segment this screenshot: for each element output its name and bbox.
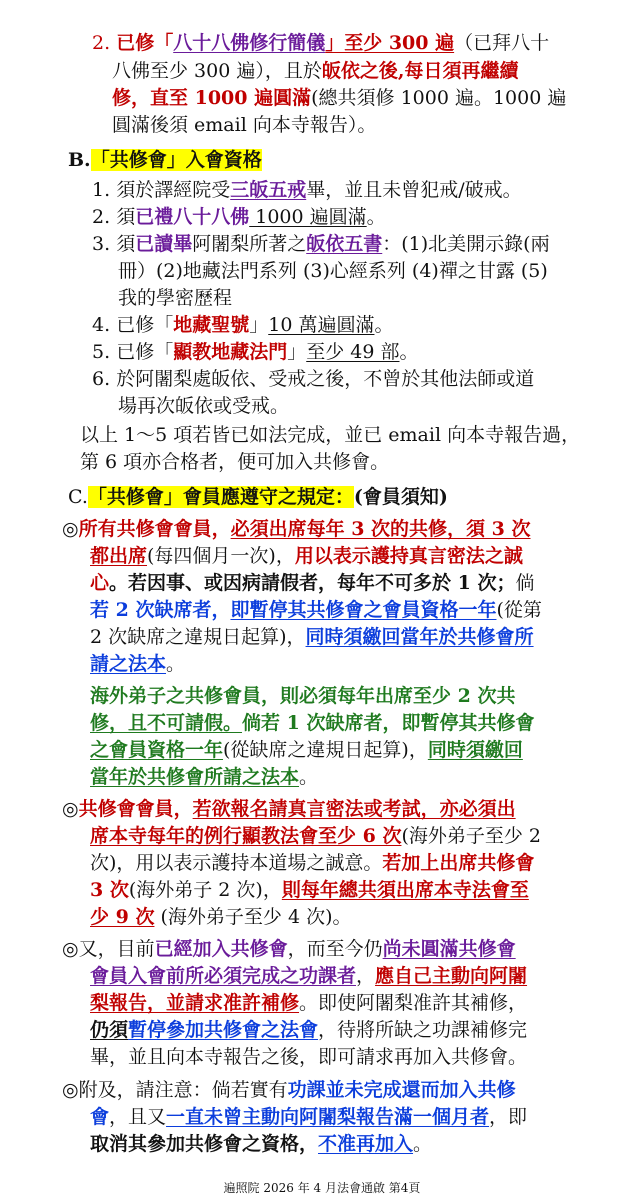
section-c-title: 「共修會」會員應遵守之規定： bbox=[87, 486, 354, 508]
c-rule4-note: 附及，請注意：倘若實有 bbox=[78, 1079, 288, 1101]
b-item-6-number: 6. bbox=[92, 368, 111, 390]
b-item-1-text: 須於譯經院受 bbox=[116, 179, 231, 201]
c-rule1-attend2: 都出席 bbox=[90, 545, 148, 567]
c-rule1-line3 bbox=[90, 570, 534, 596]
c-overseas-date: (從缺席之違規日起算)， bbox=[223, 739, 428, 761]
c-rule3-line1 bbox=[62, 936, 516, 962]
b-item-4 bbox=[92, 312, 393, 338]
b-item-3-line2 bbox=[118, 258, 548, 284]
c-rule4-line1 bbox=[62, 1077, 516, 1103]
a-item2-note: （已拜八十 bbox=[454, 32, 550, 54]
c-rule2-line3 bbox=[90, 850, 534, 876]
c-rule2-line5 bbox=[90, 904, 352, 930]
b-item-3-line3 bbox=[118, 285, 232, 311]
c-rule1-line6 bbox=[90, 651, 185, 677]
b-item-4-count: 10 萬遍圓滿 bbox=[268, 314, 375, 336]
a-item2-total: (總共須修 1000 遍。1000 遍 bbox=[311, 87, 567, 109]
c-rule2-line1 bbox=[62, 796, 516, 822]
c-rule2-line4 bbox=[90, 877, 529, 903]
section-b-heading bbox=[68, 147, 262, 173]
c-rule2-overseas3: (海外弟子至少 4 次) bbox=[154, 906, 333, 928]
bullet-icon: ◎ bbox=[62, 938, 79, 960]
c-overseas-return: 同時須繳回 bbox=[427, 739, 523, 761]
b-item-5 bbox=[92, 339, 419, 365]
bullet-icon: ◎ bbox=[62, 798, 79, 820]
c-rule1-return: 同時須繳回當年於共修會所 bbox=[305, 626, 534, 648]
c-rule4-cancel: 取消其參加共修會之資格， bbox=[90, 1133, 319, 1155]
b-item-3-books: 皈依五書 bbox=[306, 233, 383, 255]
a-item2-line2 bbox=[112, 58, 518, 84]
c-overseas-suspend: 之會員資格一年 bbox=[90, 739, 224, 761]
b-item-1-number: 1. bbox=[92, 179, 111, 201]
c-rule2-plus: 若加上出席共修會 bbox=[382, 852, 535, 874]
b-note-1: 以上 1～5 項若皆已如法完成，並已 email 向本寺報告過， bbox=[80, 424, 581, 446]
b-item-4-end: 。 bbox=[374, 314, 394, 336]
b-item-3-list: ：(1)北美開示錄(兩 bbox=[382, 233, 550, 255]
b-item-6 bbox=[92, 366, 534, 392]
b-note-line1 bbox=[80, 422, 580, 448]
c-rule2-overseas2: (海外弟子 2 次)， bbox=[128, 879, 282, 901]
c-rule4-end: 。 bbox=[413, 1133, 433, 1155]
section-b-letter: B. bbox=[68, 149, 91, 171]
c-rule2-members: 共修會會員， bbox=[78, 798, 193, 820]
b-item-1-tail: 畢，並且未曾犯戒/破戒。 bbox=[306, 179, 522, 201]
c-rule2-nine: 少 9 次 bbox=[90, 906, 155, 928]
a-item2-count: 」至少 300 遍 bbox=[325, 32, 455, 54]
c-rule3-still: ，而至今仍 bbox=[287, 938, 383, 960]
section-c-heading bbox=[68, 484, 448, 510]
b-item-6-text: 於阿闍梨處皈依、受戒之後，不曾於其他法師或道 bbox=[116, 368, 535, 390]
b-item-2 bbox=[92, 204, 386, 230]
a-item2-number: 2. bbox=[92, 32, 111, 54]
c-rule1-from: (從第 bbox=[496, 599, 542, 621]
c-rule3-line4 bbox=[90, 1017, 527, 1043]
c-rule2-line2 bbox=[90, 823, 541, 849]
c-rule4-then: ，即 bbox=[489, 1106, 528, 1128]
b-item-5-count: 至少 49 部 bbox=[306, 341, 400, 363]
c-rule3-report: 應自己主動向阿闍 bbox=[375, 965, 528, 987]
section-c-letter: C. bbox=[68, 486, 88, 508]
c-rule1-heart: 心 bbox=[90, 572, 110, 594]
c-rule3-line3 bbox=[90, 990, 527, 1016]
c-rule4-no-rejoin: 不准再加入 bbox=[318, 1133, 414, 1155]
c-rule3-even: 。即使阿闍梨准許其補修， bbox=[299, 992, 528, 1014]
a-item2-until-1000: 修，直至 1000 遍圓滿 bbox=[112, 87, 312, 109]
c-rule4-assoc: 會 bbox=[90, 1106, 110, 1128]
b-item-2-prostration: 已禮八十八佛 bbox=[135, 206, 250, 228]
c-rule2-end: 。 bbox=[332, 906, 352, 928]
a-item2-text: 已修「 bbox=[116, 32, 174, 54]
c-rule3-until: ，待將所缺之功課補修完 bbox=[318, 1019, 528, 1041]
c-rule2-total: 則每年總共須出席本寺法會至 bbox=[281, 879, 529, 901]
b-item-2-number: 2. bbox=[92, 206, 111, 228]
c-rule4-not-done: 功課並未完成還而加入共修 bbox=[287, 1079, 516, 1101]
b-item-3-read: 已讀畢 bbox=[135, 233, 193, 255]
b-item-2-count: 1000 遍圓滿 bbox=[249, 206, 367, 228]
c-rule3-must: 仍須 bbox=[90, 1019, 129, 1041]
c-rule4-line3 bbox=[90, 1131, 432, 1157]
b-item-5-name: 顯教地藏法門 bbox=[173, 341, 288, 363]
c-rule1-end: 。 bbox=[166, 653, 186, 675]
c-rule4-no-report: 一直未曾主動向阿闍梨報告滿一個月者 bbox=[166, 1106, 490, 1128]
b-item-2-end: 。 bbox=[366, 206, 386, 228]
b-item-1 bbox=[92, 177, 522, 203]
b-note-2: 第 6 項亦合格者，便可加入共修會。 bbox=[80, 451, 390, 473]
c-overseas-line1 bbox=[90, 683, 515, 709]
a-item2-line3 bbox=[112, 85, 566, 111]
c-rule3-suspend: 暫停參加共修會之法會 bbox=[128, 1019, 319, 1041]
b-item-3-list3: 我的學密歷程 bbox=[118, 287, 233, 309]
b-item-4-name: 地藏聖號 bbox=[173, 314, 250, 336]
c-rule1-leave: 。若因事、或因病請假者，每年不可多於 1 次； bbox=[109, 572, 516, 594]
c-overseas-end: 。 bbox=[299, 766, 319, 788]
b-item-3-author: 阿闍梨所著之 bbox=[192, 233, 307, 255]
a-item2-practice-name: 八十八佛修行簡儀 bbox=[173, 32, 326, 54]
c-rule1-books: 請之法本 bbox=[90, 653, 167, 675]
c-rule3-joined: 已經加入共修會 bbox=[154, 938, 288, 960]
b-item-3-text: 須 bbox=[116, 233, 136, 255]
b-item-4-number: 4. bbox=[92, 314, 111, 336]
c-rule1-line1 bbox=[62, 516, 531, 542]
c-rule2-sincerity: 次)，用以表示護持本道場之誠意。 bbox=[90, 852, 383, 874]
c-rule1-date: 2 次缺席之違規日起算)， bbox=[90, 626, 306, 648]
c-rule3-comma: ， bbox=[356, 965, 376, 987]
c-overseas-no-leave: 修，且不可請假。 bbox=[90, 712, 243, 734]
c-rule1-line4 bbox=[90, 597, 542, 623]
c-rule1-line5 bbox=[90, 624, 534, 650]
c-rule1-suspend: 即暫停其共修會之會員資格一年 bbox=[230, 599, 497, 621]
c-rule1-if: 倘 bbox=[515, 572, 535, 594]
bullet-icon: ◎ bbox=[62, 1079, 79, 1101]
c-rule3-line2 bbox=[90, 963, 527, 989]
b-item-5-end: 。 bbox=[399, 341, 419, 363]
c-rule3-line5 bbox=[90, 1044, 527, 1070]
c-rule1-all-members: 所有共修會會員， bbox=[78, 518, 231, 540]
c-rule2-attend: 席本寺每年的例行顯教法會至少 6 次 bbox=[90, 825, 402, 847]
a-item2-after-refuge: 皈依之後,每日須再繼續 bbox=[321, 60, 519, 82]
c-rule1-frequency: (每四個月一次)， bbox=[147, 545, 295, 567]
c-overseas-text1: 海外弟子之共修會員，則必須每年出席至少 2 次共 bbox=[90, 685, 516, 707]
bullet-icon: ◎ bbox=[62, 518, 79, 540]
c-rule1-absent: 若 2 次缺席者， bbox=[90, 599, 231, 621]
b-item-3 bbox=[92, 231, 550, 257]
c-rule1-line2 bbox=[90, 543, 523, 569]
b-item-2-text: 須 bbox=[116, 206, 136, 228]
b-item-5-close: 」 bbox=[287, 341, 307, 363]
c-rule3-request: 梨報告，並請求准許補修 bbox=[90, 992, 300, 1014]
c-overseas-absent: 倘若 1 次缺席者，即暫停其共修會 bbox=[242, 712, 535, 734]
b-item-3-list2: 冊）(2)地藏法門系列 (3)心經系列 (4)禪之甘露 (5) bbox=[118, 260, 548, 282]
c-rule2-overseas: (海外弟子至少 2 bbox=[401, 825, 541, 847]
c-overseas-line3 bbox=[90, 737, 523, 763]
section-c-suffix: (會員須知) bbox=[353, 486, 448, 508]
b-item-4-text: 已修「 bbox=[116, 314, 174, 336]
a-item2-line4 bbox=[112, 112, 376, 138]
section-b-title: 「共修會」入會資格 bbox=[90, 149, 262, 171]
c-overseas-books: 當年於共修會所請之法本 bbox=[90, 766, 300, 788]
c-rule1-sincerity: 用以表示護持真言密法之誠 bbox=[294, 545, 523, 567]
b-note-line2 bbox=[80, 449, 389, 475]
c-rule3-homework: 會員入會前所必須完成之功課者 bbox=[90, 965, 357, 987]
c-rule1-attend: 必須出席每年 3 次的共修，須 3 次 bbox=[230, 518, 531, 540]
a-item2-report: 圓滿後須 email 向本寺報告）。 bbox=[112, 114, 377, 136]
a-item2-text2: 八佛至少 300 遍），且於 bbox=[112, 60, 322, 82]
c-rule3-rejoin: 畢，並且向本寺報告之後，即可請求再加入共修會。 bbox=[90, 1046, 528, 1068]
b-item-6-text2: 場再次皈依或受戒。 bbox=[118, 395, 290, 417]
b-item-1-precepts: 三皈五戒 bbox=[230, 179, 307, 201]
c-overseas-line2 bbox=[90, 710, 534, 736]
c-overseas-line4 bbox=[90, 764, 318, 790]
b-item-5-number: 5. bbox=[92, 341, 111, 363]
page-footer: 遍照院 2026 年 4 月法會通啟 第4頁 bbox=[223, 1181, 421, 1195]
b-item-6-line2 bbox=[118, 393, 289, 419]
c-rule3-incomplete: 尚未圓滿共修會 bbox=[382, 938, 516, 960]
c-rule2-apply: 若欲報名請真言密法或考試，亦必須出 bbox=[192, 798, 516, 820]
c-rule2-three: 3 次 bbox=[90, 879, 129, 901]
c-rule3-also: 又，目前 bbox=[78, 938, 155, 960]
b-item-5-text: 已修「 bbox=[116, 341, 174, 363]
b-item-3-number: 3. bbox=[92, 233, 111, 255]
a-item2-line1 bbox=[92, 30, 549, 56]
c-rule4-line2 bbox=[90, 1104, 527, 1130]
b-item-4-close: 」 bbox=[249, 314, 269, 336]
c-rule4-and: ，且又 bbox=[109, 1106, 167, 1128]
